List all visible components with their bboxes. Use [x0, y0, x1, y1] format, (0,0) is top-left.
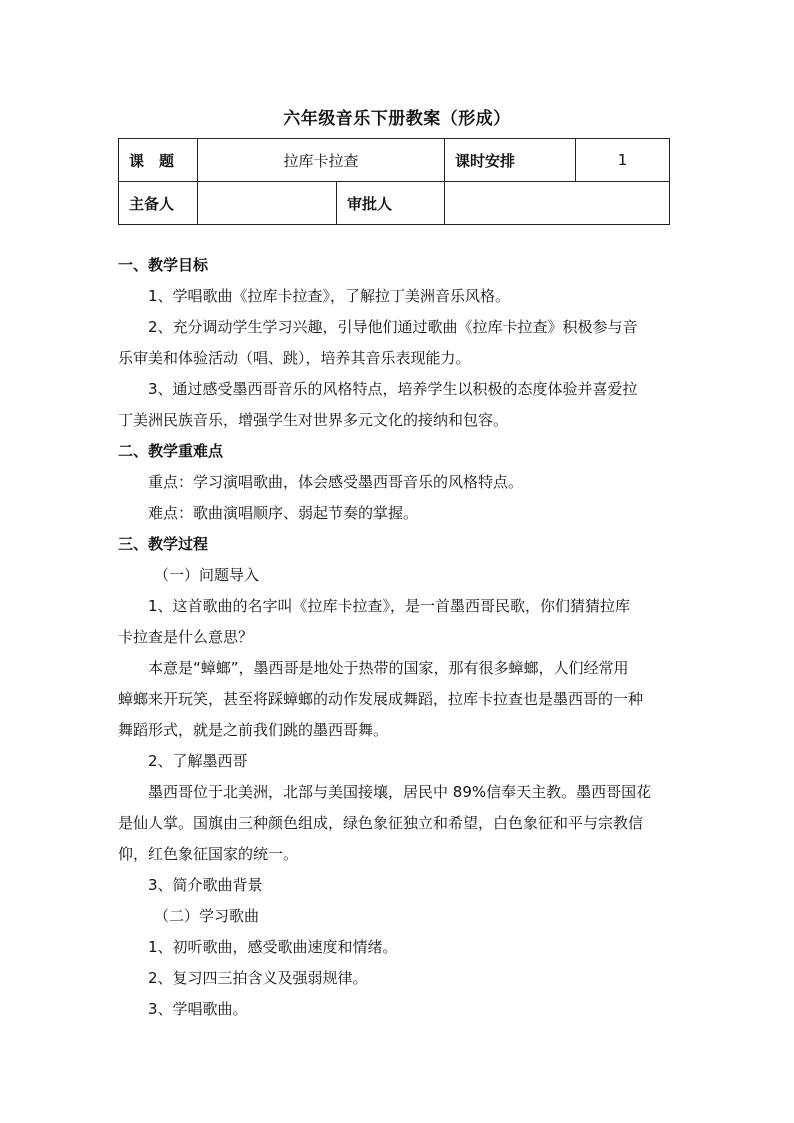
schedule-value: 1	[576, 139, 670, 182]
preparer-value	[198, 182, 337, 225]
approver-label: 审批人	[337, 182, 445, 225]
topic-value: 拉库卡拉查	[198, 139, 445, 182]
step-3: 3、学唱歌曲。	[148, 1000, 248, 1018]
paragraph-1-line-2: 卡拉查是什么意思？	[118, 628, 254, 646]
process-heading: 三、教学过程	[118, 535, 209, 553]
lesson-body	[118, 250, 674, 1025]
paragraph-4-line-3: 仰，红色象征国家的统一。	[118, 845, 299, 863]
goal-3-line-1: 3、通过感受墨西哥音乐的风格特点，培养学生以积极的态度体验并喜爱拉	[148, 380, 638, 398]
paragraph-5: 3、简介歌曲背景	[148, 876, 263, 894]
lesson-info-table	[118, 138, 670, 225]
document-title: 六年级音乐下册教案（形成）	[283, 109, 511, 129]
step-1: 1、初听歌曲，感受歌曲速度和情绪。	[148, 938, 398, 956]
part-1-heading: （一）问题导入	[154, 566, 260, 584]
paragraph-1-line-1: 1、这首歌曲的名字叫《拉库卡拉查》，是一首墨西哥民歌，你们猜猜拉库	[148, 597, 631, 615]
paragraph-2-line-3: 舞蹈形式，就是之前我们跳的墨西哥舞。	[118, 721, 389, 739]
paragraph-2-line-2: 蟑螂来开玩笑，甚至将踩蟑螂的动作发展成舞蹈，拉库卡拉查也是墨西哥的一种	[118, 690, 644, 708]
goal-2-line-2: 乐审美和体验活动（唱、跳），培养其音乐表现能力。	[118, 349, 471, 367]
paragraph-4-line-2: 是仙人掌。国旗由三种颜色组成，绿色象征独立和希望，白色象征和平与宗教信	[118, 814, 644, 832]
goal-3-line-2: 丁美洲民族音乐，增强学生对世界多元文化的接纳和包容。	[118, 411, 509, 429]
goals-heading: 一、教学目标	[118, 256, 209, 274]
paragraph-3: 2、了解墨西哥	[148, 752, 248, 770]
key-points-heading: 二、教学重难点	[118, 442, 224, 460]
step-2: 2、复习四三拍含义及强弱规律。	[148, 969, 368, 987]
topic-label: 课 题	[119, 139, 198, 182]
preparer-label: 主备人	[119, 182, 198, 225]
goal-1: 1、学唱歌曲《拉库卡拉查》，了解拉丁美洲音乐风格。	[148, 287, 511, 305]
paragraph-4-line-1: 墨西哥位于北美洲，北部与美国接壤，居民中 89%信奉天主教。墨西哥国花	[148, 783, 652, 801]
info-row-staff	[119, 182, 670, 225]
approver-value	[445, 182, 670, 225]
paragraph-2-line-1: 本意是“蟑螂”，墨西哥是地处于热带的国家，那有很多蟑螂，人们经常用	[148, 659, 629, 677]
part-2-heading: （二）学习歌曲	[154, 907, 260, 925]
difficulty-point: 难点：歌曲演唱顺序、弱起节奏的掌握。	[148, 504, 419, 522]
schedule-label: 课时安排	[445, 139, 576, 182]
key-point: 重点：学习演唱歌曲，体会感受墨西哥音乐的风格特点。	[148, 473, 524, 491]
goal-2-line-1: 2、充分调动学生学习兴趣，引导他们通过歌曲《拉库卡拉查》积极参与音	[148, 318, 638, 336]
info-row-topic	[119, 139, 670, 182]
